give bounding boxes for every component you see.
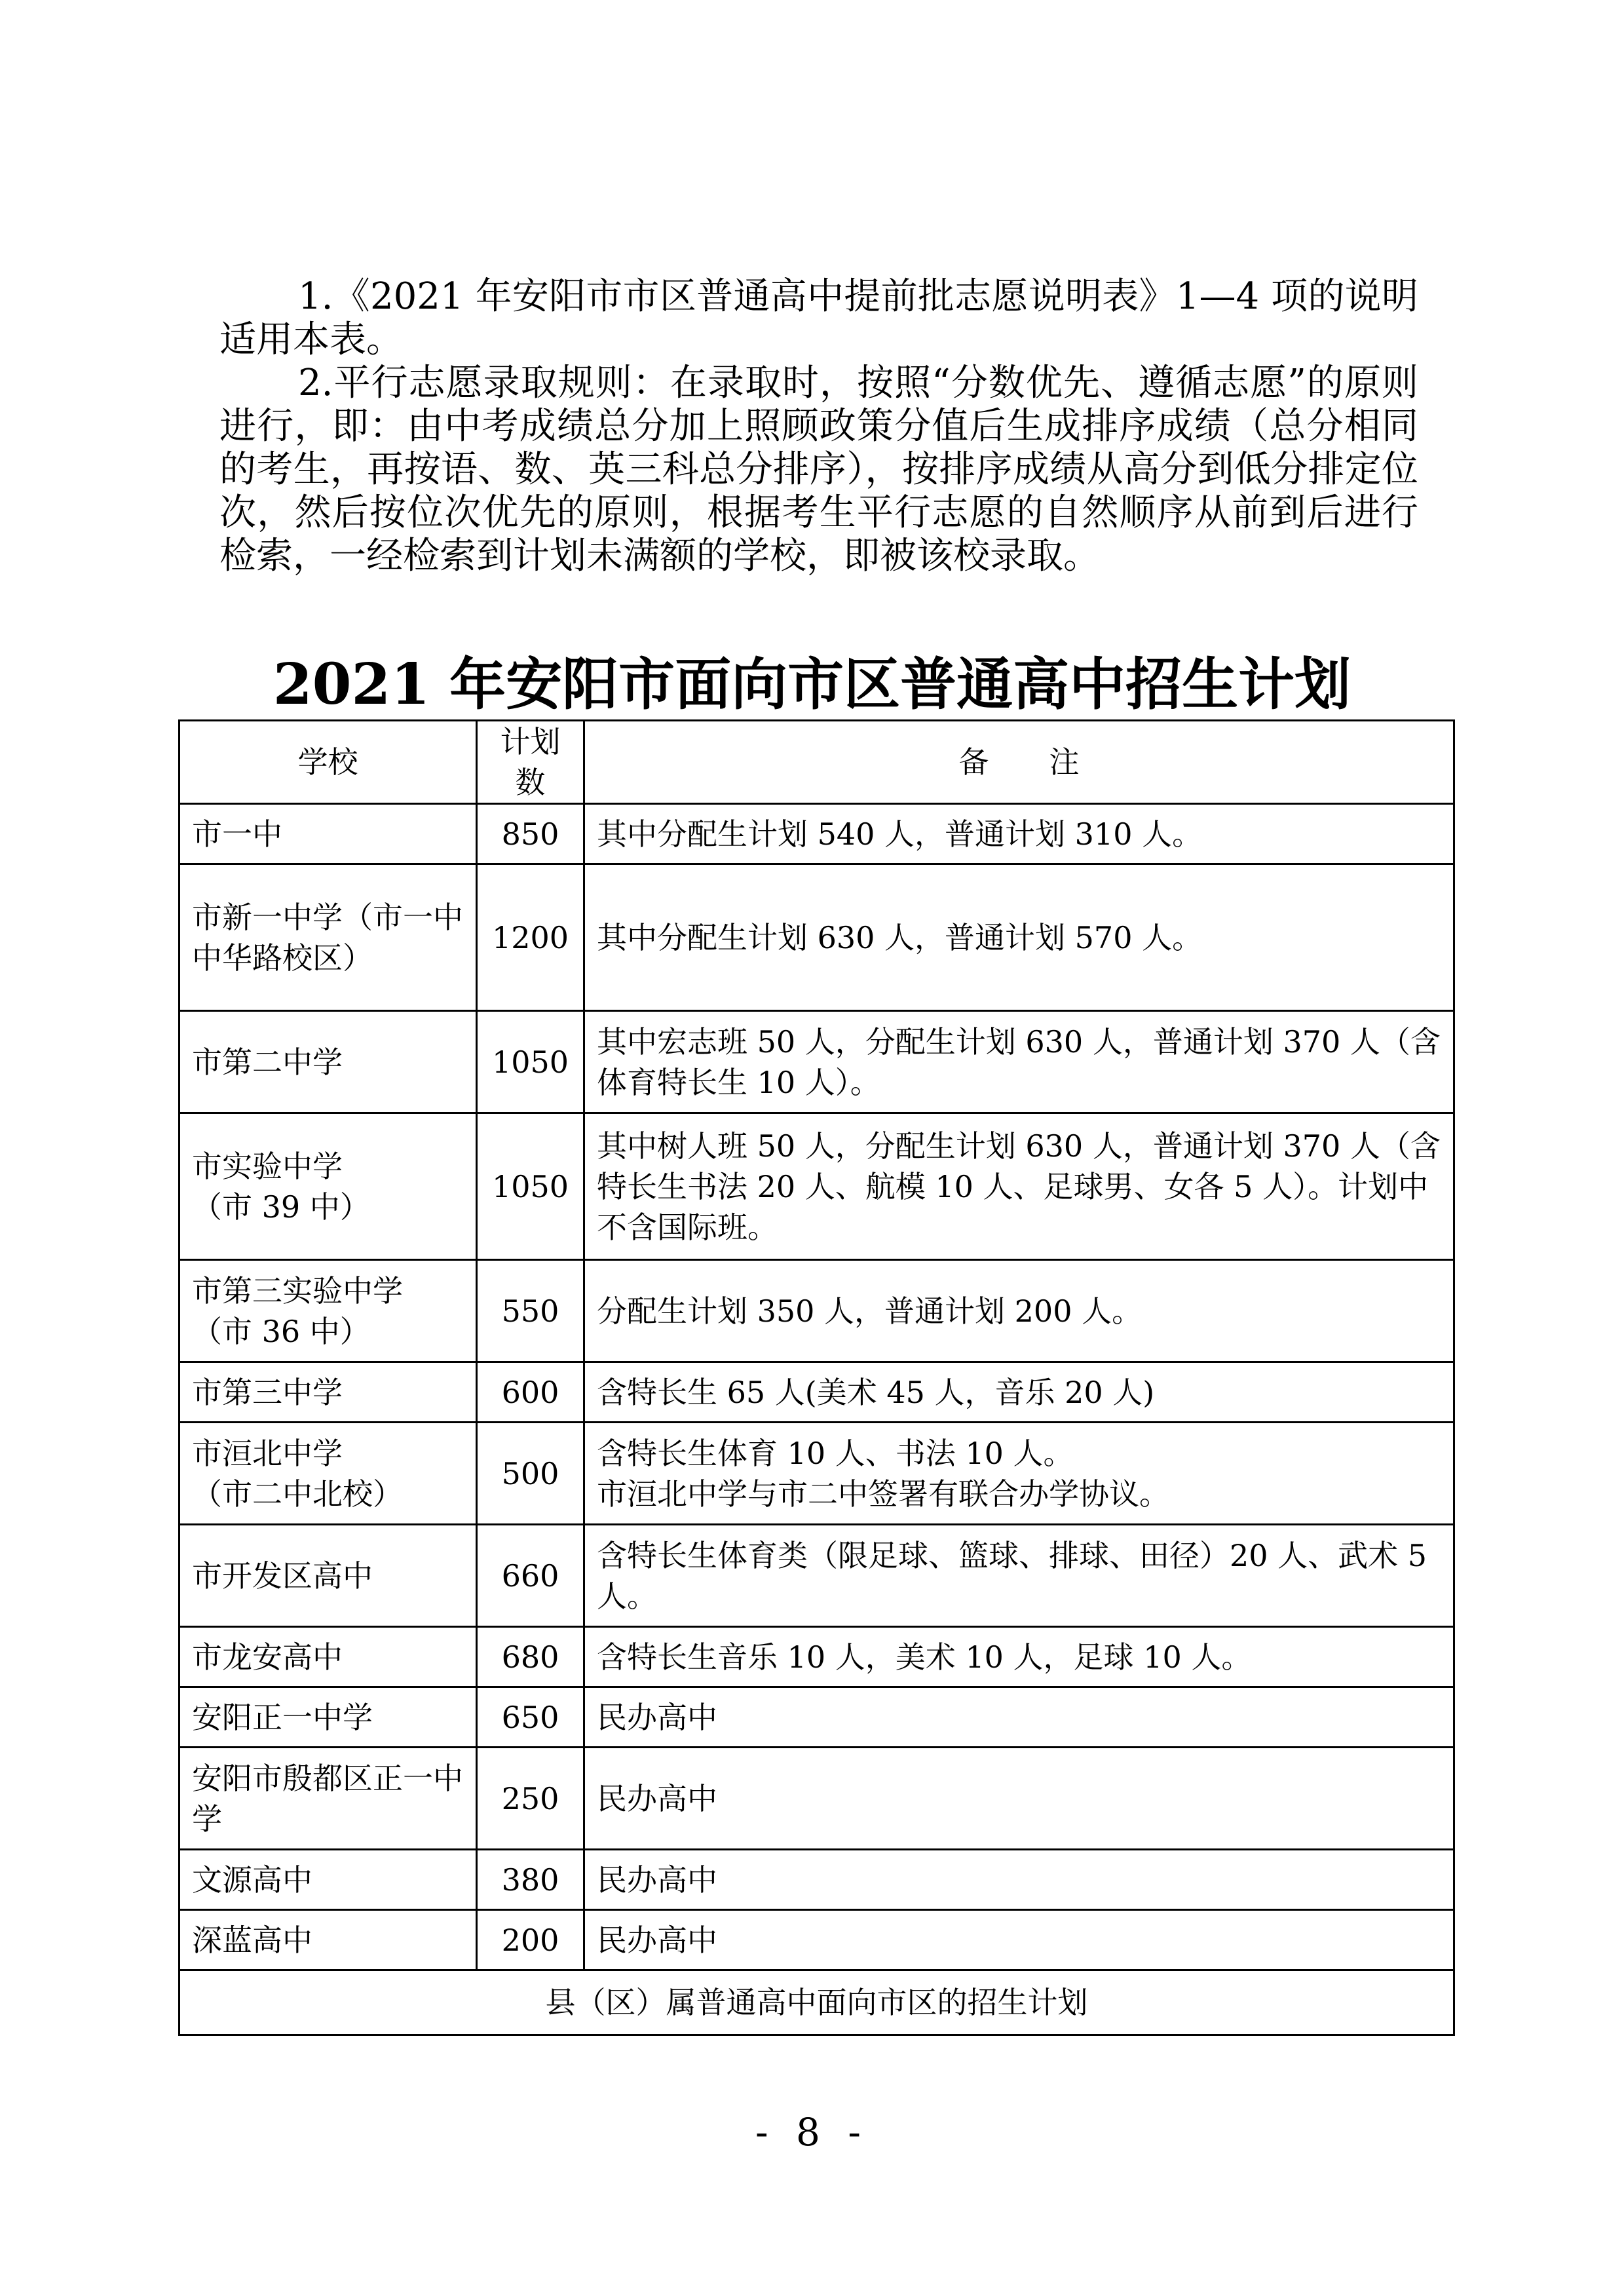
note-cell: 其中宏志班 50 人，分配生计划 630 人，普通计划 370 人（含体育特长生 10 人）。 — [584, 1011, 1454, 1113]
count-cell: 250 — [477, 1748, 584, 1850]
table-row — [179, 804, 1454, 864]
count-cell: 1200 — [477, 864, 584, 1011]
table-body — [179, 804, 1454, 1970]
count-cell: 200 — [477, 1910, 584, 1970]
school-cell: 市实验中学 （市 39 中） — [179, 1113, 477, 1260]
table-row — [179, 1260, 1454, 1362]
intro-paragraph-1: 1.《2021 年安阳市市区普通高中提前批志愿说明表》1—4 项的说明适用本表。 — [219, 275, 1418, 361]
enrollment-plan-table — [178, 719, 1455, 2036]
note-cell: 含特长生体育 10 人、书法 10 人。 市洹北中学与市二中签署有联合办学协议。 — [584, 1423, 1454, 1525]
school-cell: 安阳市殷都区正一中学 — [179, 1748, 477, 1850]
school-cell: 市新一中学（市一中 中华路校区） — [179, 864, 477, 1011]
count-cell: 1050 — [477, 1113, 584, 1260]
note-cell: 含特长生体育类（限足球、篮球、排球、田径）20 人、武术 5 人。 — [584, 1525, 1454, 1627]
school-cell: 市开发区高中 — [179, 1525, 477, 1627]
table-row — [179, 1748, 1454, 1850]
count-cell: 1050 — [477, 1011, 584, 1113]
note-cell: 其中树人班 50 人，分配生计划 630 人，普通计划 370 人（含特长生书法 20 人、航模 10 人、足球男、女各 5 人）。计划中不含国际班。 — [584, 1113, 1454, 1260]
header-count: 计划数 — [477, 721, 584, 804]
county-plan-caption: 县（区）属普通高中面向市区的招生计划 — [179, 1970, 1454, 2035]
table-row — [179, 1113, 1454, 1260]
document-title: 2021 年安阳市面向市区普通高中招生计划 — [273, 651, 1351, 718]
note-cell: 民办高中 — [584, 1748, 1454, 1850]
table-row — [179, 864, 1454, 1011]
note-cell: 含特长生 65 人(美术 45 人，音乐 20 人) — [584, 1362, 1454, 1423]
school-cell: 深蓝高中 — [179, 1910, 477, 1970]
note-cell: 含特长生音乐 10 人，美术 10 人，足球 10 人。 — [584, 1627, 1454, 1687]
count-cell: 600 — [477, 1362, 584, 1423]
count-cell: 680 — [477, 1627, 584, 1687]
table-row — [179, 1850, 1454, 1910]
count-cell: 650 — [477, 1687, 584, 1748]
table-row — [179, 1910, 1454, 1970]
note-cell: 分配生计划 350 人，普通计划 200 人。 — [584, 1260, 1454, 1362]
intro-text — [219, 275, 1418, 578]
note-cell: 其中分配生计划 540 人，普通计划 310 人。 — [584, 804, 1454, 864]
school-cell: 安阳正一中学 — [179, 1687, 477, 1748]
school-cell: 市第二中学 — [179, 1011, 477, 1113]
table-row — [179, 1423, 1454, 1525]
page-number: - 8 - — [755, 2110, 869, 2154]
table-row — [179, 1687, 1454, 1748]
count-cell: 550 — [477, 1260, 584, 1362]
table-footer-row — [179, 1970, 1454, 2035]
school-cell: 市一中 — [179, 804, 477, 864]
header-school: 学校 — [179, 721, 477, 804]
note-cell: 民办高中 — [584, 1687, 1454, 1748]
count-cell: 660 — [477, 1525, 584, 1627]
table-header-row — [179, 721, 1454, 804]
table-row — [179, 1362, 1454, 1423]
intro-paragraph-2: 2.平行志愿录取规则：在录取时，按照“分数优先、遵循志愿”的原则进行，即：由中考成绩总分加上照顾政策分值后生成排序成绩（总分相同的考生，再按语、数、英三科总分排序），按排序成绩从高分到低分排定位次，然后按位次优先的原则，根据考生平行志愿的自然顺序从前到后进行检索，一经检索到计划未满额的学校，即被该校录取。 — [219, 362, 1418, 577]
school-cell: 文源高中 — [179, 1850, 477, 1910]
table-row — [179, 1011, 1454, 1113]
header-note: 备 注 — [584, 721, 1454, 804]
table-row — [179, 1525, 1454, 1627]
note-cell: 其中分配生计划 630 人，普通计划 570 人。 — [584, 864, 1454, 1011]
school-cell: 市第三中学 — [179, 1362, 477, 1423]
table-row — [179, 1627, 1454, 1687]
school-cell: 市第三实验中学 （市 36 中） — [179, 1260, 477, 1362]
school-cell: 市洹北中学 （市二中北校） — [179, 1423, 477, 1525]
count-cell: 850 — [477, 804, 584, 864]
note-cell: 民办高中 — [584, 1910, 1454, 1970]
note-cell: 民办高中 — [584, 1850, 1454, 1910]
count-cell: 380 — [477, 1850, 584, 1910]
count-cell: 500 — [477, 1423, 584, 1525]
school-cell: 市龙安高中 — [179, 1627, 477, 1687]
